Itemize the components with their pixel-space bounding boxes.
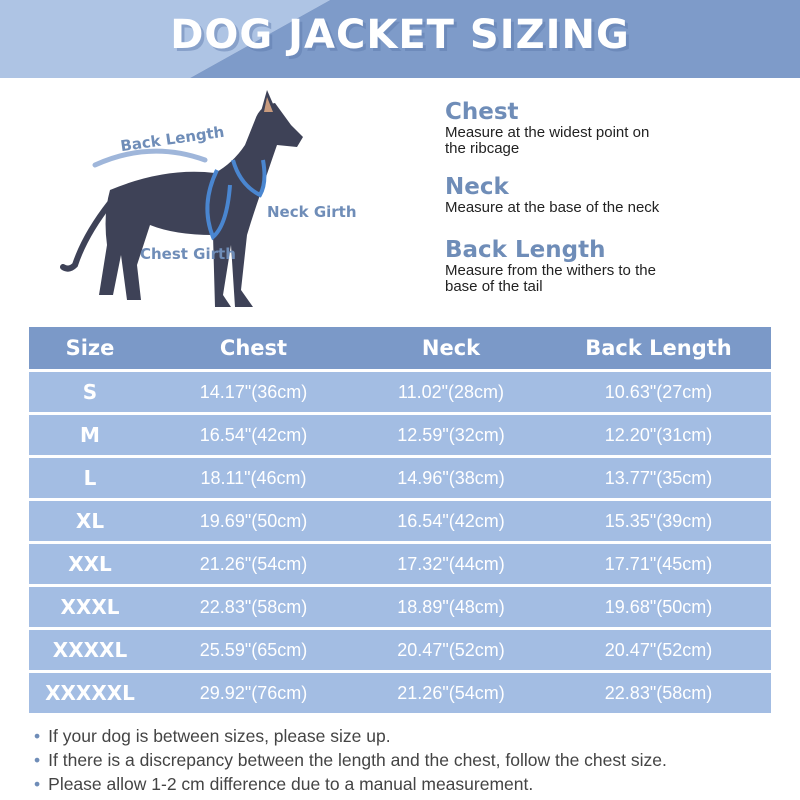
note-text: If there is a discrepancy between the length and the chest, follow the chest size. bbox=[48, 750, 667, 770]
measure-title: Chest bbox=[445, 99, 519, 125]
neck-cell: 21.26"(54cm) bbox=[397, 682, 505, 703]
note-text: Please allow 1-2 cm difference due to a manual measurement. bbox=[48, 774, 534, 794]
neck-cell: 16.54"(42cm) bbox=[397, 510, 505, 531]
note-text: If your dog is between sizes, please size up. bbox=[48, 726, 391, 746]
back-length-label: Back Length bbox=[119, 122, 226, 156]
table-row bbox=[29, 587, 771, 627]
size-table bbox=[29, 327, 771, 716]
measure-chest bbox=[445, 99, 775, 157]
measure-desc-line: Measure at the base of the neck bbox=[445, 199, 660, 216]
header-back-length: Back Length bbox=[585, 336, 732, 360]
header-chest: Chest bbox=[219, 336, 288, 360]
back-length-cell: 17.71"(45cm) bbox=[604, 553, 713, 574]
size-cell: S bbox=[82, 380, 98, 404]
size-cell: XXL bbox=[68, 552, 112, 576]
neck-cell: 11.02"(28cm) bbox=[397, 381, 505, 402]
measure-desc-line: Measure at the widest point on bbox=[445, 124, 650, 141]
table-row bbox=[29, 415, 771, 455]
measure-desc-line: Measure from the withers to the bbox=[445, 262, 656, 279]
bullet-icon: • bbox=[34, 750, 41, 770]
neck-cell: 18.89"(48cm) bbox=[397, 596, 505, 617]
back-length-cell: 13.77"(35cm) bbox=[604, 467, 713, 488]
header-banner bbox=[0, 0, 800, 78]
table-row bbox=[29, 630, 771, 670]
chest-girth-label: Chest Girth bbox=[140, 245, 236, 263]
table-header-row bbox=[29, 327, 771, 369]
chest-cell: 21.26"(54cm) bbox=[199, 553, 308, 574]
chest-cell: 29.92"(76cm) bbox=[199, 682, 308, 703]
measure-title: Back Length bbox=[445, 237, 606, 263]
table-row bbox=[29, 673, 771, 713]
dog-illustration bbox=[55, 85, 375, 315]
back-length-cell: 20.47"(52cm) bbox=[604, 639, 713, 660]
dog-drawing bbox=[55, 85, 375, 315]
chest-cell: 19.69"(50cm) bbox=[199, 510, 308, 531]
measure-back-length bbox=[445, 237, 775, 295]
neck-cell: 17.32"(44cm) bbox=[397, 553, 505, 574]
header-neck: Neck bbox=[421, 336, 481, 360]
size-cell: XXXXL bbox=[52, 638, 128, 662]
size-cell: XXXXXL bbox=[45, 681, 135, 705]
page-title: DOG JACKET SIZING bbox=[170, 12, 630, 58]
back-length-cell: 19.68"(50cm) bbox=[604, 596, 713, 617]
measure-desc-line: the ribcage bbox=[445, 140, 520, 157]
note-item bbox=[34, 772, 794, 796]
chest-cell: 16.54"(42cm) bbox=[199, 424, 308, 445]
header-size: Size bbox=[65, 336, 115, 360]
neck-girth-label: Neck Girth bbox=[267, 203, 357, 221]
measure-desc-line: base of the tail bbox=[445, 278, 543, 295]
chest-cell: 22.83"(58cm) bbox=[199, 596, 308, 617]
measure-neck bbox=[445, 174, 775, 216]
notes-list bbox=[34, 724, 794, 796]
measure-title: Neck bbox=[445, 174, 509, 200]
note-item bbox=[34, 724, 794, 748]
table-row bbox=[29, 501, 771, 541]
size-cell: XXXL bbox=[60, 595, 120, 619]
neck-cell: 12.59"(32cm) bbox=[397, 424, 505, 445]
chest-cell: 14.17"(36cm) bbox=[199, 381, 308, 402]
back-length-cell: 12.20"(31cm) bbox=[604, 424, 713, 445]
bullet-icon: • bbox=[34, 726, 41, 746]
note-item bbox=[34, 748, 794, 772]
chest-cell: 25.59"(65cm) bbox=[199, 639, 308, 660]
table-row bbox=[29, 372, 771, 412]
neck-cell: 14.96"(38cm) bbox=[397, 467, 505, 488]
bullet-icon: • bbox=[34, 774, 41, 794]
table-row bbox=[29, 458, 771, 498]
back-length-cell: 15.35"(39cm) bbox=[604, 510, 713, 531]
neck-cell: 20.47"(52cm) bbox=[397, 639, 505, 660]
size-cell: XL bbox=[75, 509, 105, 533]
back-length-cell: 10.63"(27cm) bbox=[604, 381, 713, 402]
size-cell: L bbox=[83, 466, 97, 490]
size-cell: M bbox=[80, 423, 100, 447]
chest-cell: 18.11"(46cm) bbox=[200, 467, 307, 488]
table-row bbox=[29, 544, 771, 584]
back-length-cell: 22.83"(58cm) bbox=[604, 682, 713, 703]
